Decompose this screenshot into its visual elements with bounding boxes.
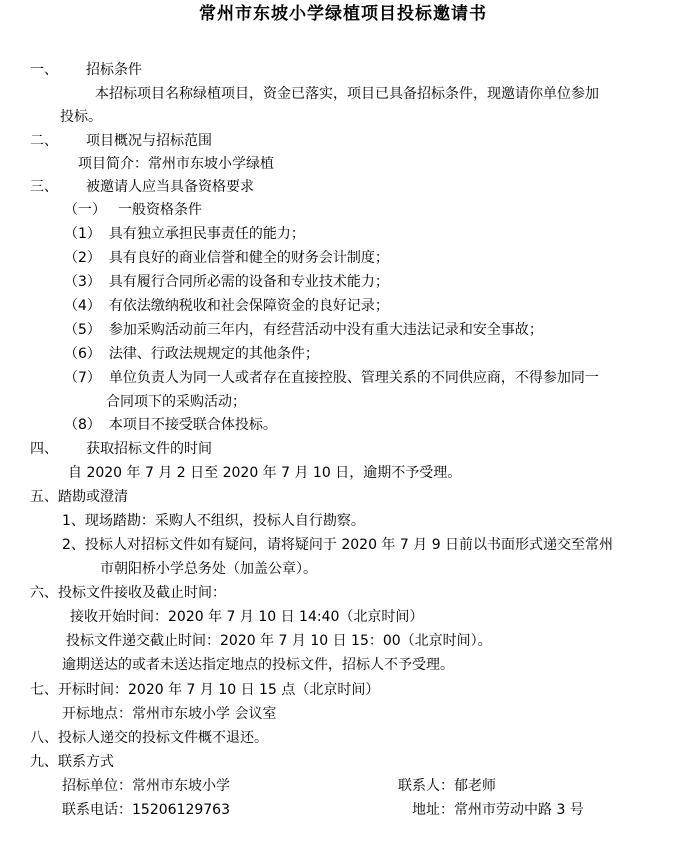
requirement-item	[64, 272, 389, 292]
late-submission-note: 逾期送达的或者未送达指定地点的投标文件，招标人不予受理。	[62, 657, 454, 673]
requirement-item	[64, 224, 305, 244]
clarification-item-line-2: 市朝阳桥小学总务处（加盖公章）。	[100, 561, 317, 577]
requirement-number: （6）	[64, 346, 101, 362]
section-4-title: 获取招标文件的时间	[86, 441, 212, 457]
requirement-number: （4）	[64, 298, 101, 314]
requirement-text: 具有良好的商业信誉和健全的财务会计制度；	[108, 250, 389, 266]
section-1-paragraph-line-2: 投标。	[60, 109, 102, 125]
requirement-text-continued: 合同项下的采购活动；	[106, 394, 246, 410]
section-2-title: 项目概况与招标范围	[86, 133, 212, 149]
requirement-number: （8）	[64, 417, 101, 433]
requirement-text: 法律、行政法规规定的其他条件；	[108, 346, 319, 362]
requirement-text: 单位负责人为同一人或者存在直接控股、管理关系的不同供应商，不得参加同一	[108, 370, 599, 386]
requirement-number: （3）	[64, 274, 101, 290]
section-6-heading: 六、投标文件接收及截止时间：	[30, 585, 226, 601]
requirement-number: （5）	[64, 322, 101, 338]
requirement-text: 有依法缴纳税收和社会保障资金的良好记录；	[108, 298, 389, 314]
document-title: 常州市东坡小学绿植项目投标邀请书	[199, 4, 487, 24]
site-visit-item: 1、现场踏勘：采购人不组织，投标人自行勘察。	[62, 513, 365, 529]
receipt-start-time: 接收开始时间：2020 年 7 月 10 日 14:40（北京时间）	[70, 609, 424, 625]
project-intro: 项目简介：常州市东坡小学绿植	[78, 156, 274, 172]
requirement-number: （2）	[64, 250, 101, 266]
requirement-text: 具有履行合同所必需的设备和专业技术能力；	[108, 274, 389, 290]
requirement-item	[64, 344, 319, 364]
section-1-paragraph-line-1: 本招标项目名称绿植项目，资金已落实，项目已具备招标条件，现邀请你单位参加	[95, 86, 599, 102]
section-2-number: 二、	[30, 133, 58, 149]
section-3-number: 三、	[30, 179, 58, 195]
section-3-heading	[30, 177, 254, 197]
requirement-item	[64, 320, 543, 340]
requirement-item	[64, 296, 389, 316]
tendering-unit: 招标单位：常州市东坡小学	[62, 778, 230, 794]
requirement-item	[64, 368, 599, 388]
section-3-title: 被邀请人应当具备资格要求	[86, 179, 254, 195]
opening-location: 开标地点：常州市东坡小学 会议室	[62, 706, 277, 722]
contact-address: 地址：常州市劳动中路 3 号	[412, 802, 584, 818]
section-2-heading	[30, 131, 212, 151]
contact-phone: 联系电话：15206129763	[62, 802, 230, 818]
subsection-heading	[64, 200, 202, 220]
section-5-heading: 五、踏勘或澄清	[30, 489, 128, 505]
requirement-number: （7）	[64, 370, 101, 386]
requirement-item	[64, 248, 389, 268]
requirement-text: 参加采购活动前三年内，有经营活动中没有重大违法记录和安全事故；	[108, 322, 543, 338]
section-8-heading: 八、投标人递交的投标文件概不退还。	[30, 730, 268, 746]
contact-person: 联系人：郁老师	[398, 778, 496, 794]
requirement-text: 具有独立承担民事责任的能力；	[108, 226, 305, 242]
requirement-text: 本项目不接受联合体投标。	[108, 417, 277, 433]
requirement-item	[64, 415, 277, 435]
section-4-heading	[30, 439, 212, 459]
document-period: 自 2020 年 7 月 2 日至 2020 年 7 月 10 日，逾期不予受理。	[68, 465, 462, 481]
section-4-number: 四、	[30, 441, 58, 457]
clarification-item-line-1: 2、投标人对招标文件如有疑问，请将疑问于 2020 年 7 月 9 日前以书面形式递交至常州	[62, 537, 614, 553]
subsection-number: （一）	[64, 202, 106, 218]
section-1-heading	[30, 60, 142, 80]
subsection-title: 一般资格条件	[118, 202, 202, 218]
section-1-number: 一、	[30, 62, 58, 78]
requirement-number: （1）	[64, 226, 101, 242]
section-1-title: 招标条件	[86, 62, 142, 78]
section-9-heading: 九、联系方式	[30, 754, 114, 770]
submission-deadline: 投标文件递交截止时间：2020 年 7 月 10 日 15：00（北京时间）。	[66, 633, 492, 649]
section-7-heading: 七、开标时间：2020 年 7 月 10 日 15 点（北京时间）	[30, 682, 380, 698]
